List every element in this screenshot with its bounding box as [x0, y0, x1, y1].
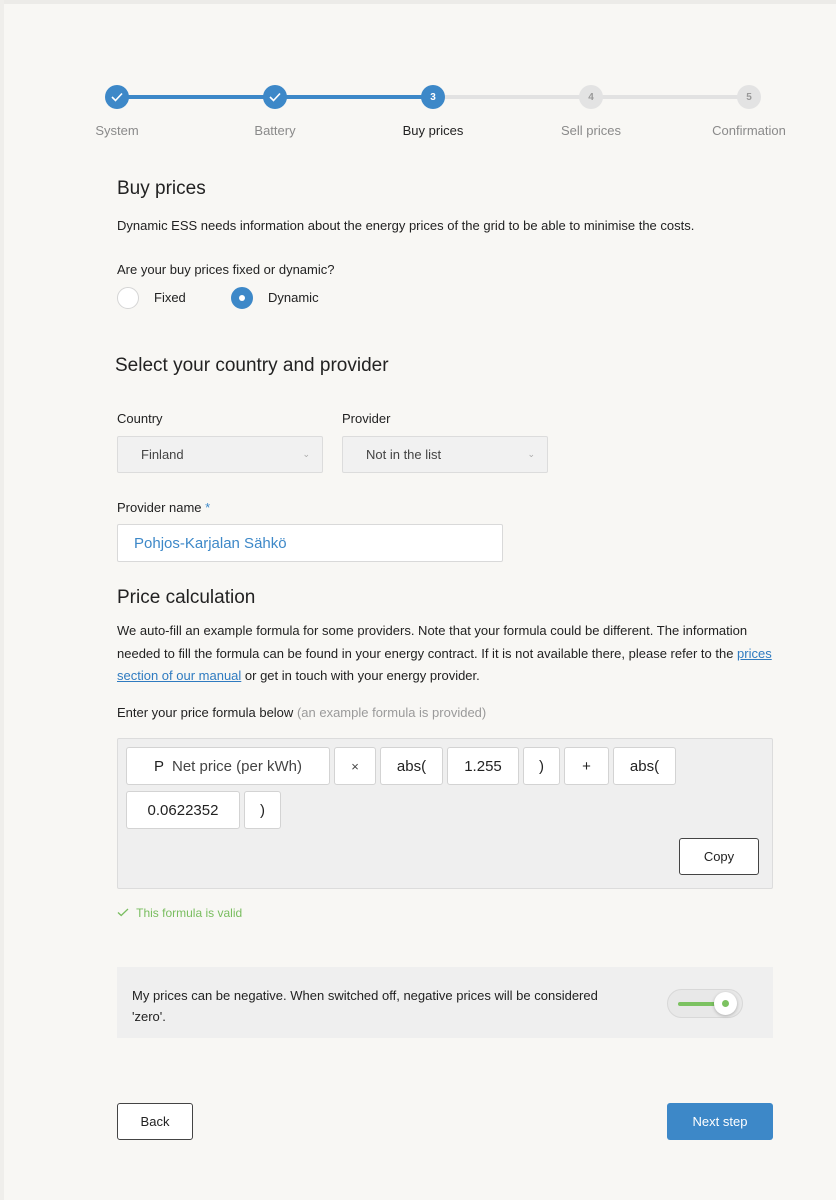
country-select-value: Finland — [141, 447, 184, 462]
country-label: Country — [117, 411, 163, 426]
step-label-battery: Battery — [254, 123, 296, 138]
window-top-border — [0, 0, 836, 4]
step-5-number: 5 — [737, 85, 761, 109]
negative-prices-toggle[interactable] — [667, 989, 743, 1018]
copy-button[interactable]: Copy — [679, 838, 759, 875]
provider-name-value: Pohjos-Karjalan Sähkö — [134, 534, 287, 552]
radio-fixed[interactable] — [117, 287, 139, 309]
price-calculation-title: Price calculation — [117, 587, 256, 608]
price-calculation-description — [117, 620, 777, 688]
formula-token-abs-1[interactable]: abs( — [380, 747, 443, 785]
chevron-down-icon: ⌄ — [527, 449, 535, 459]
step-label-buy-prices: Buy prices — [402, 123, 464, 138]
price-type-question: Are your buy prices fixed or dynamic? — [117, 262, 335, 277]
formula-token-number-1[interactable]: 1.255 — [447, 747, 519, 785]
negative-prices-text: My prices can be negative. When switched off, negative prices will be considered 'zero'. — [132, 988, 598, 1024]
stepper-line-1 — [117, 95, 275, 99]
price-calc-desc-2: or get in touch with your energy provider. — [241, 668, 480, 683]
price-calc-desc-1: We auto-fill an example formula for some providers. Note that your formula could be different. The information needed to fill the formula can be found in your energy contract. If it is not available there, please refer to the — [117, 623, 748, 661]
buy-prices-description: Dynamic ESS needs information about the energy prices of the grid to be able to minimise the costs. — [117, 218, 695, 233]
formula-token-plus[interactable]: + — [564, 747, 609, 785]
provider-label: Provider — [342, 411, 391, 426]
stepper-line-4 — [591, 95, 749, 99]
stepper-line-3 — [433, 95, 591, 99]
stepper-line-2 — [275, 95, 433, 99]
formula-valid-text: This formula is valid — [136, 906, 243, 920]
formula-valid-message — [117, 906, 242, 920]
formula-token-abs-2[interactable]: abs( — [613, 747, 676, 785]
country-select[interactable] — [117, 436, 323, 473]
formula-token-p: P — [153, 757, 164, 775]
provider-name-label-text: Provider name — [117, 500, 202, 515]
back-button[interactable]: Back — [117, 1103, 193, 1140]
formula-label — [117, 705, 486, 720]
window-left-border — [0, 0, 4, 1200]
formula-token-net-price-label: Net price (per kWh) — [171, 757, 303, 775]
formula-token-net-price[interactable] — [126, 747, 330, 785]
provider-name-input[interactable] — [117, 524, 503, 562]
formula-token-number-2[interactable]: 0.0622352 — [126, 791, 240, 829]
radio-fixed-label[interactable]: Fixed — [154, 290, 186, 305]
step-label-system: System — [95, 123, 139, 138]
buy-prices-title: Buy prices — [117, 178, 206, 199]
step-4-number: 4 — [579, 85, 603, 109]
formula-hint: (an example formula is provided) — [296, 705, 487, 720]
formula-token-close-1[interactable]: ) — [523, 747, 560, 785]
manual-prices-link[interactable]: prices section of our manual — [117, 645, 772, 683]
step-3-number: 3 — [421, 85, 445, 109]
check-icon — [117, 906, 136, 920]
provider-select-value: Not in the list — [366, 447, 442, 462]
required-mark: * — [205, 500, 211, 515]
step-label-confirmation: Confirmation — [712, 123, 786, 138]
toggle-knob — [714, 992, 737, 1015]
provider-name-label — [117, 500, 210, 515]
step-label-sell-prices: Sell prices — [561, 123, 621, 138]
formula-token-close-2[interactable]: ) — [244, 791, 281, 829]
formula-token-times[interactable]: × — [334, 747, 376, 785]
radio-dynamic[interactable] — [231, 287, 253, 309]
step-1-check-icon — [105, 85, 129, 109]
radio-dynamic-label[interactable]: Dynamic — [268, 290, 319, 305]
provider-select[interactable] — [342, 436, 548, 473]
formula-label-text: Enter your price formula below — [117, 705, 294, 720]
wizard-stepper — [0, 84, 836, 144]
provider-section-title: Select your country and provider — [115, 355, 389, 376]
step-2-check-icon — [263, 85, 287, 109]
chevron-down-icon: ⌄ — [302, 449, 310, 459]
next-step-button[interactable]: Next step — [667, 1103, 773, 1140]
